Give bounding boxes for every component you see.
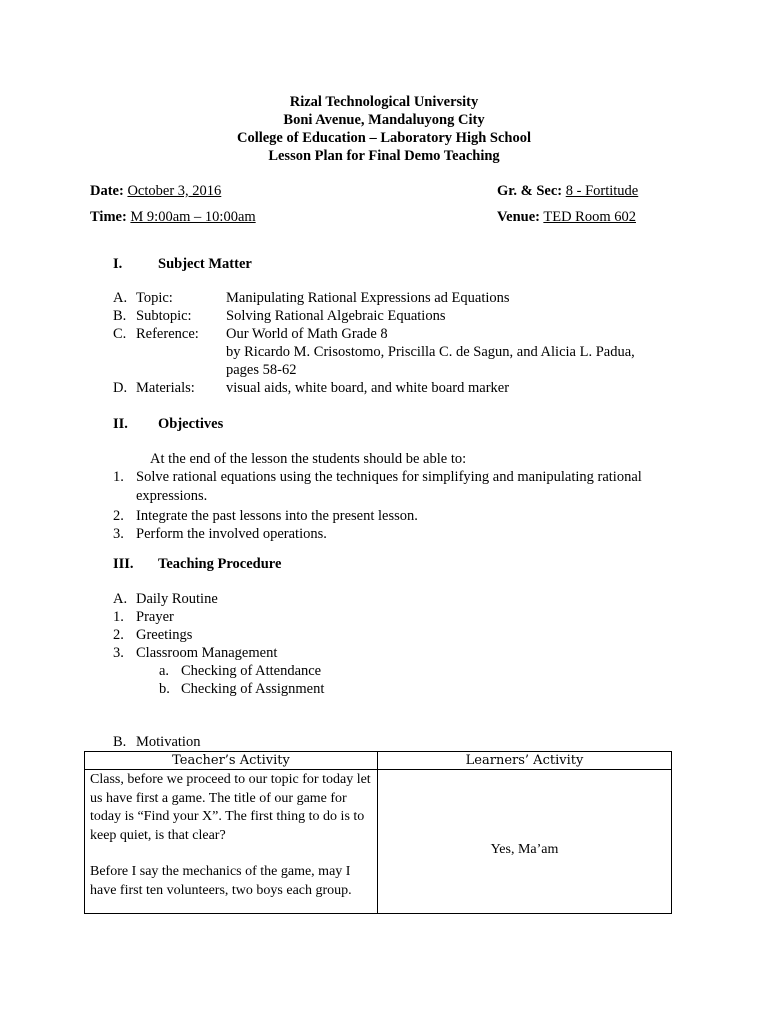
subitem-b-marker: b.: [159, 681, 170, 697]
materials-marker: D.: [113, 380, 128, 396]
reference-value: Our World of Math Grade 8: [226, 326, 388, 342]
teacher-activity-header: Teacher’s Activity: [85, 752, 378, 770]
routine-1-text: Prayer: [136, 609, 174, 625]
section-3-numeral: III.: [113, 556, 134, 572]
objective-1-text: Solve rational equations using the techniques for simplifying and manipulating rational: [136, 469, 642, 485]
objective-1-text-cont: expressions.: [136, 488, 208, 504]
routine-3-text: Classroom Management: [136, 645, 278, 661]
date-value: October 3, 2016: [127, 183, 222, 199]
subtopic-label: Subtopic:: [136, 308, 192, 324]
table-header-row: [85, 752, 672, 770]
section-2-heading: Objectives: [158, 416, 224, 432]
section-2-numeral: II.: [113, 416, 128, 432]
time-label: Time:: [90, 209, 127, 225]
teacher-activity-cell: [85, 770, 378, 914]
university-name: Rizal Technological University: [289, 94, 479, 110]
section-1-heading: Subject Matter: [158, 256, 252, 272]
university-address: Boni Avenue, Mandaluyong City: [283, 112, 485, 128]
motivation-label: Motivation: [136, 734, 201, 750]
reference-label: Reference:: [136, 326, 199, 342]
subtopic-marker: B.: [113, 308, 127, 324]
subitem-b-text: Checking of Assignment: [181, 681, 325, 697]
materials-value: visual aids, white board, and white board marker: [226, 380, 510, 396]
teacher-paragraph-2: Before I say the mechanics of the game, may I have first ten volunteers, two boys each group.: [90, 864, 352, 898]
reference-authors: by Ricardo M. Crisostomo, Priscilla C. de Sagun, and Alicia L. Padua,: [226, 344, 635, 360]
venue-field: [497, 209, 636, 226]
teacher-paragraph-1: Class, before we proceed to our topic for today let us have first a game. The title of our game for today is “Find your X”. The first thing to do is to keep quiet, is that clear?: [90, 772, 371, 843]
learners-response: Yes, Ma’am: [490, 842, 559, 857]
motivation-marker: B.: [113, 734, 127, 750]
grade-section-label: Gr. & Sec:: [497, 183, 563, 199]
subitem-a-marker: a.: [159, 663, 170, 679]
time-value: M 9:00am – 10:00am: [130, 209, 256, 225]
learners-activity-cell: [378, 770, 672, 914]
grade-section-value: 8 - Fortitude: [565, 183, 639, 199]
college-name: College of Education – Laboratory High School: [236, 130, 532, 146]
topic-label: Topic:: [136, 290, 173, 306]
section-1-numeral: I.: [113, 256, 123, 272]
topic-value: Manipulating Rational Expressions ad Equations: [226, 290, 510, 306]
objectives-intro: At the end of the lesson the students should be able to:: [150, 451, 467, 467]
document-title: Lesson Plan for Final Demo Teaching: [268, 148, 500, 164]
objective-2-number: 2.: [113, 508, 124, 524]
routine-3-number: 3.: [113, 645, 124, 661]
topic-marker: A.: [113, 290, 128, 306]
time-field: [90, 209, 256, 226]
venue-value: TED Room 602: [543, 209, 636, 225]
reference-pages: pages 58-62: [226, 362, 297, 378]
learners-activity-header: Learners’ Activity: [378, 752, 672, 770]
objective-2-text: Integrate the past lessons into the present lesson.: [136, 508, 418, 524]
routine-2-number: 2.: [113, 627, 124, 643]
routine-2-text: Greetings: [136, 627, 193, 643]
routine-1-number: 1.: [113, 609, 124, 625]
subitem-a-text: Checking of Attendance: [181, 663, 322, 679]
activity-table: [84, 751, 672, 914]
section-3-heading: Teaching Procedure: [158, 556, 282, 572]
subtopic-value: Solving Rational Algebraic Equations: [226, 308, 446, 324]
table-row: [85, 770, 672, 914]
venue-label: Venue:: [497, 209, 540, 225]
objective-3-number: 3.: [113, 526, 124, 542]
daily-routine-marker: A.: [113, 591, 128, 607]
grade-section-field: [497, 183, 638, 200]
date-field: [90, 183, 221, 200]
objective-1-number: 1.: [113, 469, 124, 485]
objective-3-text: Perform the involved operations.: [136, 526, 327, 542]
materials-label: Materials:: [136, 380, 195, 396]
daily-routine-label: Daily Routine: [136, 591, 218, 607]
date-label: Date:: [90, 183, 124, 199]
reference-marker: C.: [113, 326, 127, 342]
